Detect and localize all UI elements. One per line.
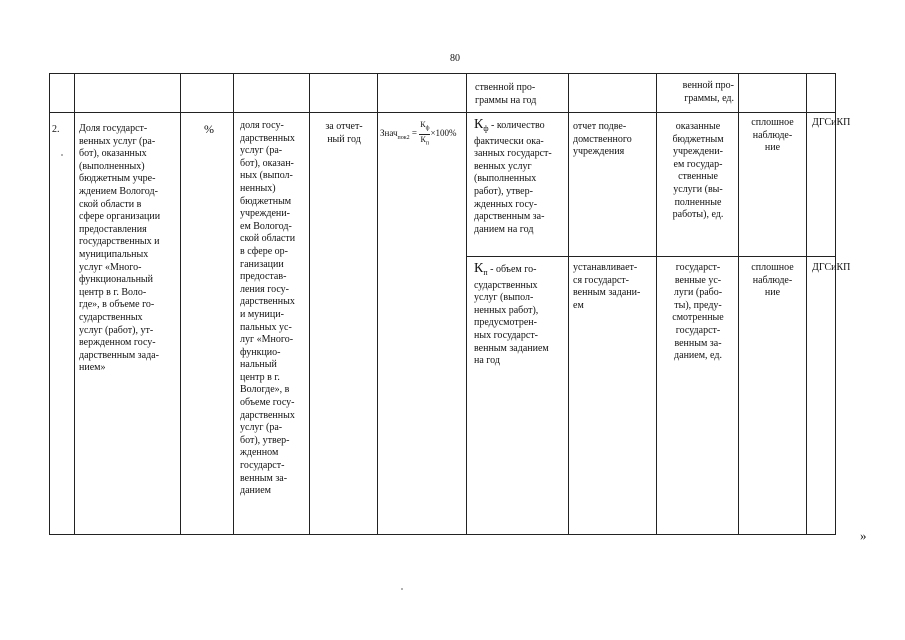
source-kp: устанавливает- ся государст- венным задани- ем (573, 262, 641, 311)
table-subrow-divider (466, 256, 836, 257)
unit-kf: оказанные бюджетным учреждени- ем государ- ственные услуги (вы- полненные работы), ед. (672, 121, 724, 221)
column-divider (806, 73, 807, 535)
indicator-definition: доля госу- дарственных услуг (ра- бот), оказан- ных (выпол- ненных) бюджетным учреждени- ем Вологод- ской области в сфере ор- ганизации предостав- ления госу- дарственных и муници- пальных ус- луг «Много- функцио- нальный центр в г. Вологде», в объеме госу- дарственных услуг (ра- бот), утвер- жденном государст- венным за- данием (240, 120, 296, 497)
formula-denominator-sub: п (425, 140, 430, 147)
reporting-period: за отчет- ный год (325, 121, 363, 145)
column-divider (656, 73, 657, 535)
column-divider (233, 73, 234, 535)
column-divider (377, 73, 378, 535)
formula-numerator-sub: ф (425, 125, 430, 132)
table-left-border (49, 73, 50, 535)
source-kf: отчет подве- домственного учреждения (573, 121, 632, 158)
formula-denominator: К (420, 134, 426, 144)
method-kp: сплошное наблюде- ние (751, 262, 794, 299)
closing-quote: » (860, 528, 867, 543)
indicator-name: Доля государст- венных услуг (ра- бот), оказанных (выполненных) бюджетным учре- ждением Вологод- ской области в сфере организации предоставления государственных и муниципальных услуг «Много- функциональный центр в г. Воло- где», в объеме го- сударственных услуг (работ), ут- вержденном госу- дарственным зада- нием» (79, 123, 161, 374)
variable-kp-text: - объем го- сударственных услуг (выпол- ненных работ), предусмотрен- ных государст- венным заданием на год (474, 264, 549, 367)
formula-lhs-sub: пок2 (397, 134, 410, 141)
top-row-program-tail: ственной про- граммы на год (475, 82, 537, 106)
variable-kf-sub: ф (483, 124, 489, 133)
method-kf: сплошное наблюде- ние (751, 117, 794, 154)
column-divider (309, 73, 310, 535)
scan-speck (401, 588, 403, 590)
variable-kp-sub: п (483, 268, 488, 277)
column-divider (74, 73, 75, 535)
responsible-kp: ДГСиКП (812, 262, 851, 273)
variable-kf-text: - количество фактически ока- занных государст- венных услуг (выполненных работ), утвер- жденных госу- дарственным за- данием на год (474, 120, 552, 235)
formula-equals: = (409, 128, 420, 139)
column-divider (738, 73, 739, 535)
formula-numerator: К (420, 120, 426, 129)
formula-fraction (419, 120, 430, 148)
formula-multiplier: ×100% (430, 128, 457, 139)
scan-speck (61, 154, 63, 156)
calculation-formula (380, 120, 457, 148)
formula-lhs: Знач (380, 128, 398, 139)
top-row-unit-tail: венной про- граммы, ед. (682, 80, 734, 104)
column-divider (568, 73, 569, 535)
table-bottom-border (49, 534, 836, 535)
page-number: 80 (450, 53, 460, 64)
variable-kf-description (474, 119, 565, 236)
responsible-kf: ДГСиКП (812, 117, 851, 128)
unit-kp: государст- венные ус- луги (рабо- ты), преду- смотренные государст- венным за- данием, ед. (672, 262, 724, 362)
variable-kp-symbol: К (474, 261, 484, 276)
variable-kf-symbol: К (474, 117, 484, 132)
column-divider (180, 73, 181, 535)
unit-of-measure: % (204, 122, 214, 136)
column-divider (466, 73, 467, 535)
table-row-divider (49, 112, 836, 113)
table-right-border (835, 73, 836, 535)
row-number: 2. (52, 124, 60, 135)
variable-kp-description (474, 263, 566, 368)
table-top-border (49, 73, 836, 74)
